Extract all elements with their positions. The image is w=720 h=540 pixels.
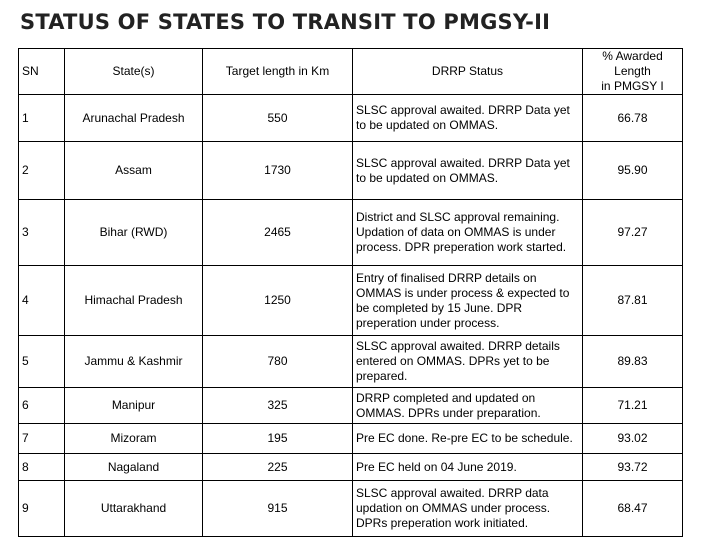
header-sn: SN [19,49,65,95]
cell-status: Pre EC done. Re-pre EC to be schedule. [353,424,583,454]
cell-awarded: 87.81 [583,266,683,336]
status-table [18,48,683,537]
cell-target: 1250 [203,266,353,336]
cell-status: DRRP completed and updated on OMMAS. DPRs under preparation. [353,388,583,424]
cell-state: Mizoram [65,424,203,454]
cell-status: SLSC approval awaited. DRRP Data yet to be updated on OMMAS. [353,95,583,142]
cell-state: Manipur [65,388,203,424]
cell-state: Assam [65,142,203,200]
cell-status: SLSC approval awaited. DRRP Data yet to be updated on OMMAS. [353,142,583,200]
cell-awarded: 89.83 [583,336,683,388]
cell-sn: 8 [19,454,65,481]
table-row [19,95,683,142]
cell-sn: 5 [19,336,65,388]
cell-status: Entry of finalised DRRP details on OMMAS is under process & expected to be completed by 15 June. DPR preperation under process. [353,266,583,336]
cell-awarded: 97.27 [583,200,683,266]
cell-awarded: 66.78 [583,95,683,142]
cell-status: Pre EC held on 04 June 2019. [353,454,583,481]
header-drrp-status: DRRP Status [353,49,583,95]
cell-sn: 7 [19,424,65,454]
table-row [19,266,683,336]
header-target-length: Target length in Km [203,49,353,95]
cell-target: 195 [203,424,353,454]
table-row [19,200,683,266]
cell-target: 2465 [203,200,353,266]
cell-awarded: 71.21 [583,388,683,424]
header-awarded-length [583,49,683,95]
table-row [19,424,683,454]
cell-sn: 1 [19,95,65,142]
cell-state: Bihar (RWD) [65,200,203,266]
header-state: State(s) [65,49,203,95]
cell-target: 1730 [203,142,353,200]
cell-awarded: 93.72 [583,454,683,481]
page-title: STATUS OF STATES TO TRANSIT TO PMGSY-II [20,10,551,34]
header-awarded-line1: % Awarded Length [602,49,663,78]
table-header-row [19,49,683,95]
cell-awarded: 93.02 [583,424,683,454]
table-row [19,454,683,481]
header-awarded-line2: in PMGSY I [601,79,664,93]
cell-state: Uttarakhand [65,481,203,537]
table-row [19,142,683,200]
cell-sn: 9 [19,481,65,537]
cell-state: Himachal Pradesh [65,266,203,336]
cell-awarded: 68.47 [583,481,683,537]
cell-status: SLSC approval awaited. DRRP data updation on OMMAS under process. DPRs preperation work initiated. [353,481,583,537]
cell-state: Nagaland [65,454,203,481]
cell-status: District and SLSC approval remaining. Updation of data on OMMAS is under process. DPR preperation work started. [353,200,583,266]
cell-target: 225 [203,454,353,481]
table-row [19,388,683,424]
table-row [19,336,683,388]
cell-target: 915 [203,481,353,537]
cell-sn: 6 [19,388,65,424]
cell-status: SLSC approval awaited. DRRP details entered on OMMAS. DPRs yet to be prepared. [353,336,583,388]
cell-sn: 4 [19,266,65,336]
cell-state: Arunachal Pradesh [65,95,203,142]
cell-target: 550 [203,95,353,142]
cell-sn: 3 [19,200,65,266]
table-row [19,481,683,537]
cell-awarded: 95.90 [583,142,683,200]
cell-target: 325 [203,388,353,424]
cell-target: 780 [203,336,353,388]
cell-sn: 2 [19,142,65,200]
cell-state: Jammu & Kashmir [65,336,203,388]
